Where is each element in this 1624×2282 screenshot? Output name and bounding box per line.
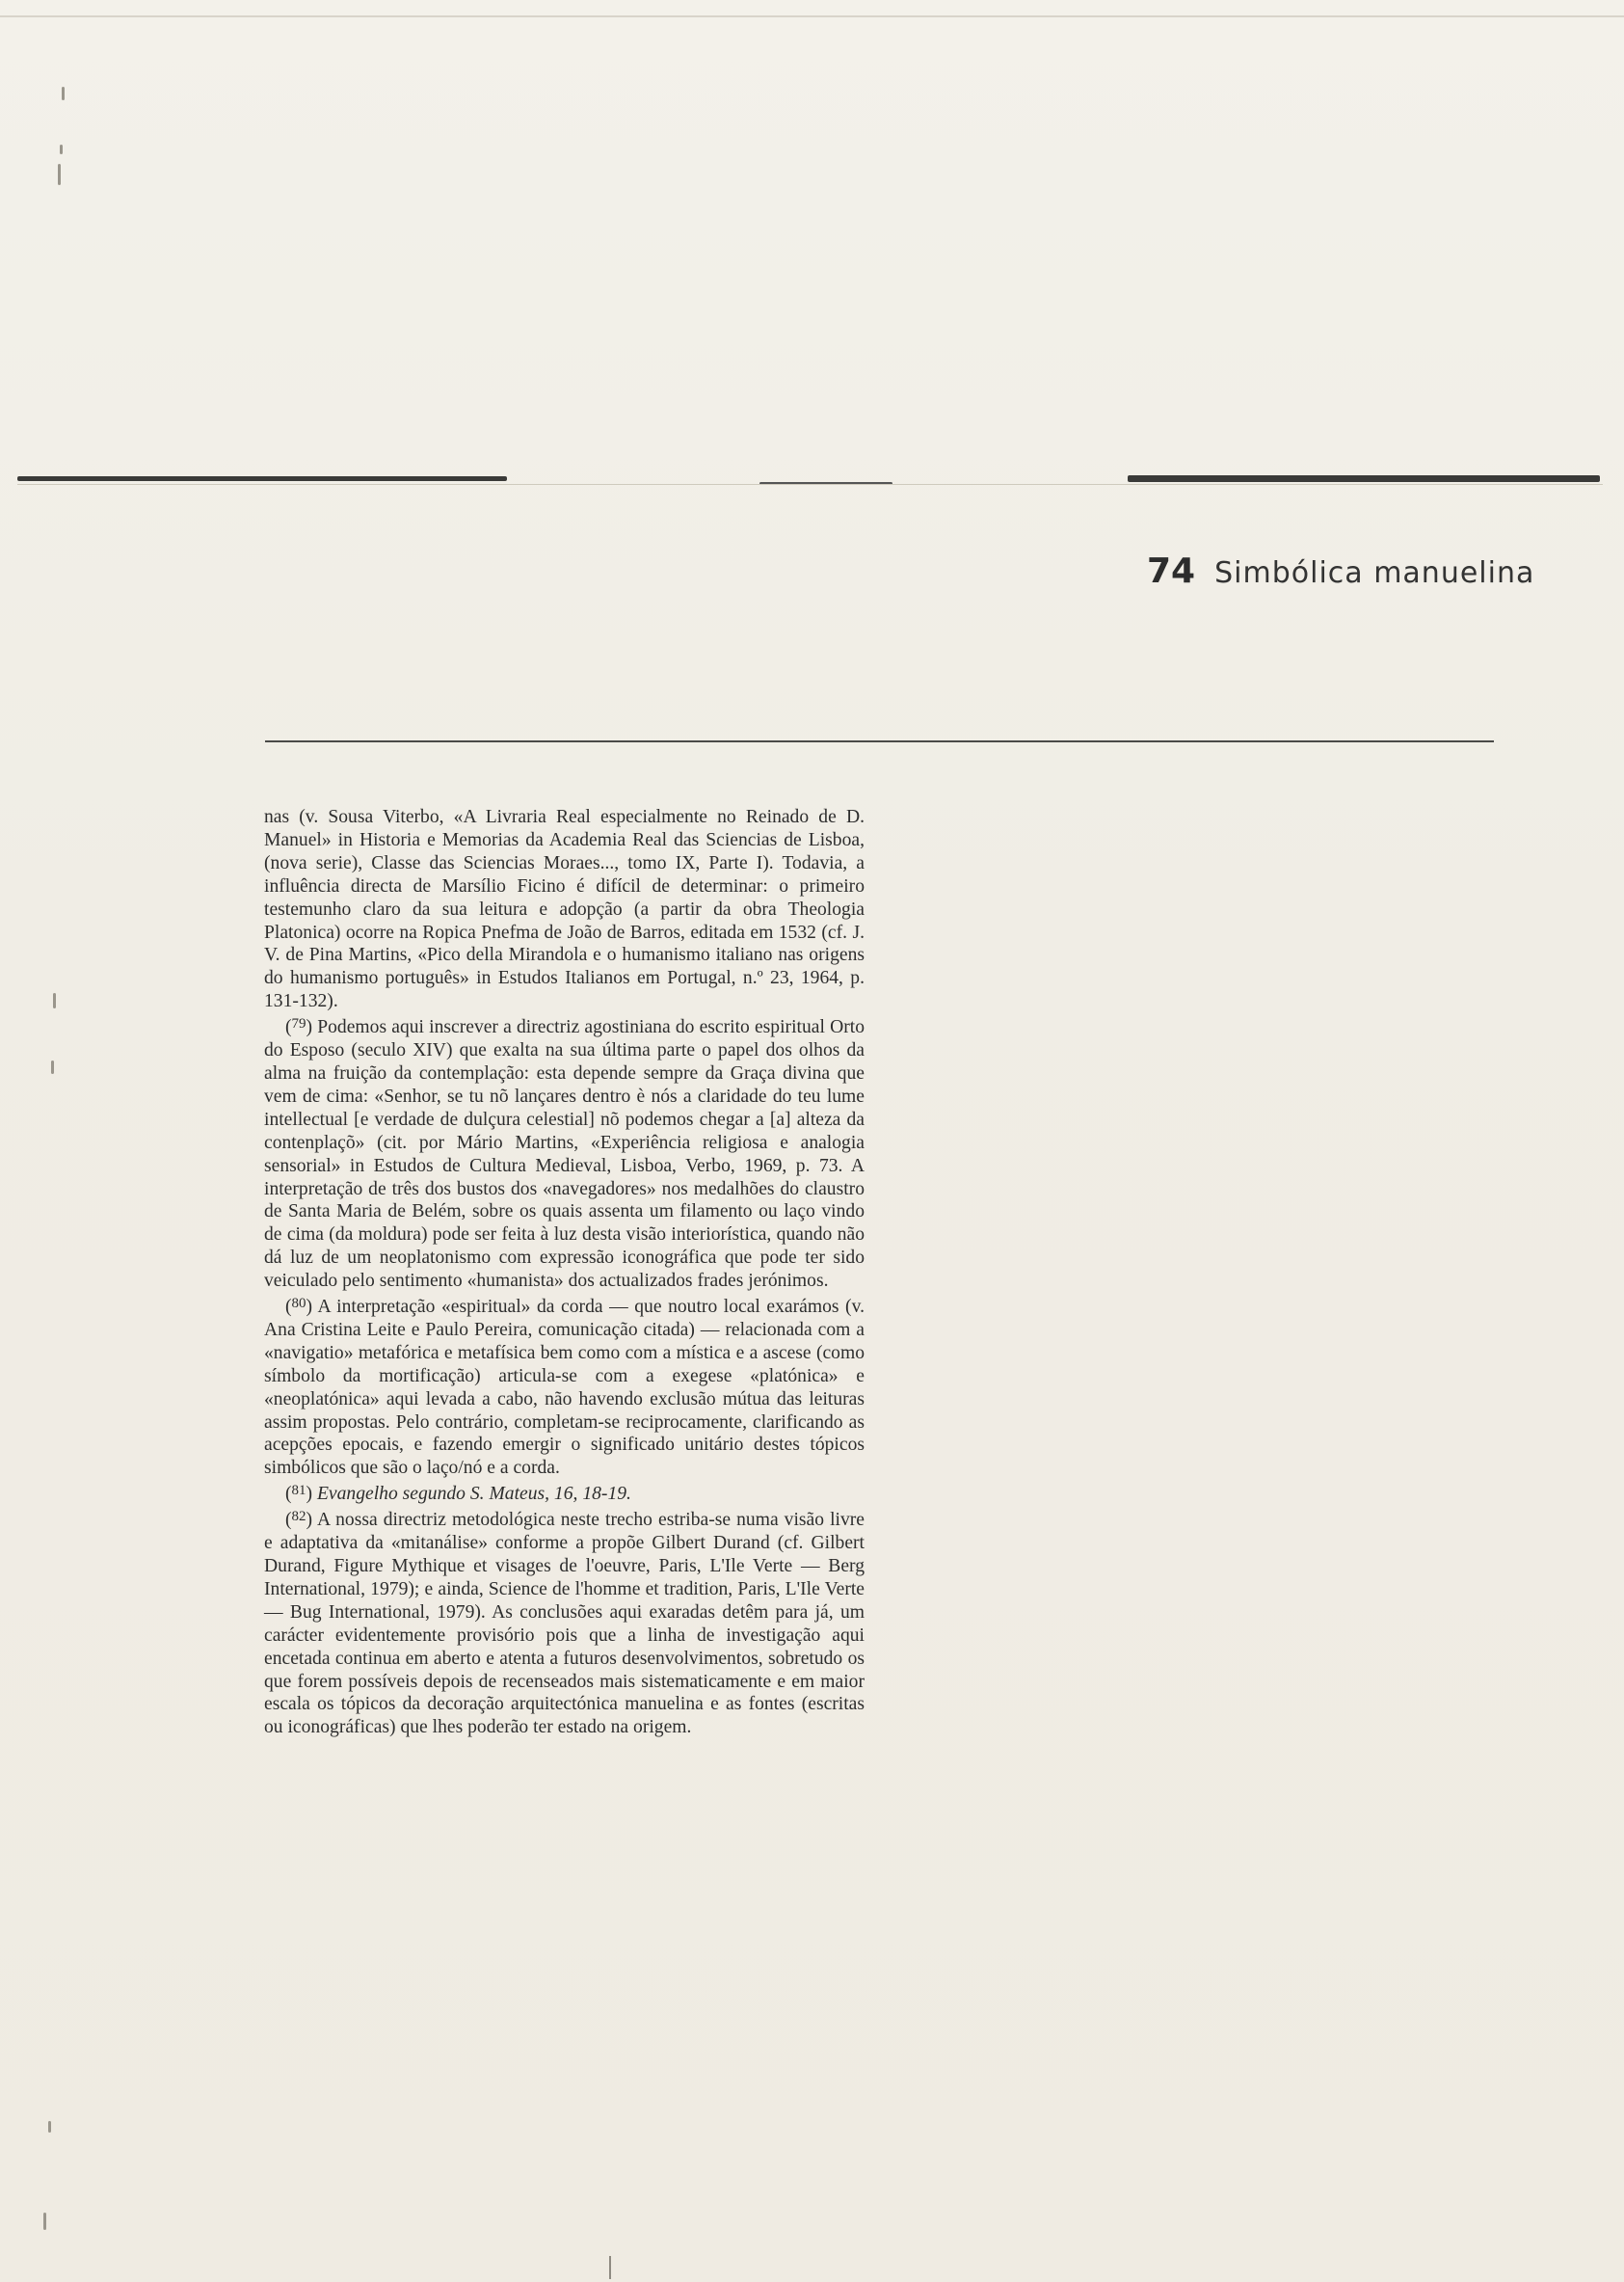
binding-mark — [58, 164, 61, 185]
binding-mark — [43, 2213, 46, 2230]
fold-crease-thin — [17, 484, 1603, 485]
footnote-text: Podemos aqui inscrever a directriz agostiniana do escrito espiritual Orto do Esposo (seculo XIV) que exalta na sua última parte o papel dos olhos da alma na fruição da contemplação: esta depende sempre da Graça divina que vem de cima: «Senhor, se tu nõ lançares dentro è nós a claridade do teu lume intellectual [e verdade de dulçura celestial] nõ podemos chegar a [a] alteza da contenplaçõ» (cit. por Mário Martins, «Experiência religiosa e analogia sensorial» in Estudos de Cultura Medieval, Lisboa, Verbo, 1969, p. 73. A interpretação de três dos bustos dos «navegadores» nos medalhões do claustro de Santa Maria de Belém, sobre os quais assenta um filamento ou laço vindo de cima (da moldura) pode ser feita à luz desta visão interiorística, quando não dá luz de um neoplatonismo com expressão iconográfica que pode ter sido veiculado pelo sentimento «humanista» dos actualizados frades jerónimos. — [264, 1017, 865, 1292]
running-header — [1147, 551, 1535, 600]
footnote-text: A interpretação «espiritual» da corda — que noutro local exarámos (v. Ana Cristina Leite e Paulo Pereira, comunicação citada) — relacionada com a «navigatio» metafórica e metafísica bem como com a mística e a ascese (como símbolo da mortificação) articula-se com a exegese «platónica» e «neoplatónica» aqui levada a cabo, não havendo exclusão mútua das leituras assim propostas. Pelo contrário, completam-se reciprocamente, clarificando as acepções epocais, e fazendo emergir o significado unitário destes tópicos simbólicos que são o laço/nó e a corda. — [264, 1297, 865, 1479]
binding-mark — [51, 1060, 54, 1074]
footnote-80: ($^{80}$) A interpretação «espiritual» da corda — que noutro local exarámos (v. Ana Cristina Leite e Paulo Pereira, comunicação citada) — relacionada com a «navigatio» metafórica e metafísica bem como com a mística e a ascese (como símbolo da mortificação) articula-se com a exegese «platónica» e «neoplatónica» aqui levada a cabo, não havendo exclusão mútua das leituras assim propostas. Pelo contrário, completam-se reciprocamente, clarificando as acepções epocais, e fazendo emergir o significado unitário destes tópicos simbólicos que são o laço/nó e a corda. — [264, 1296, 865, 1479]
fold-crease — [17, 476, 507, 481]
footnote-number: 79 — [291, 1016, 306, 1033]
header-rule — [265, 740, 1494, 742]
footnote-number: 80 — [291, 1296, 306, 1312]
running-title: Simbólica manuelina — [1214, 556, 1535, 590]
continuation-paragraph: nas (v. Sousa Viterbo, «A Livraria Real especialmente no Reinado de D. Manuel» in Historia e Memorias da Academia Real das Sciencias de Lisboa, (nova serie), Classe das Sciencias Moraes..., tomo IX, Parte I). Todavia, a influência directa de Marsílio Ficino é difícil de determinar: o primeiro testemunho claro da sua leitura e adopção (a partir da obra Theologia Platonica) ocorre na Ropica Pnefma de João de Barros, editada em 1532 (cf. J. V. de Pina Martins, «Pico della Mirandola e o humanismo italiano nas origens do humanismo português» in Estudos Italianos em Portugal, n.º 23, 1964, p. 131-132). — [264, 807, 865, 1012]
bottom-edge-mark — [609, 2256, 611, 2279]
footnote-text: Evangelho segundo S. Mateus, 16, 18-19. — [316, 1484, 631, 1505]
binding-mark — [48, 2121, 51, 2133]
footnote-text: A nossa directriz metodológica neste trecho estriba-se numa visão livre e adaptativa da «mitanálise» conforme a propõe Gilbert Durand (cf. Gilbert Durand, Figure Mythique et visages de l'oeuvre, Paris, L'Ile Verte — Berg International, 1979); e ainda, Science de l'homme et tradition, Paris, L'Ile Verte — Bug International, 1979). As conclusões aqui exaradas detêm para já, um carácter evidentemente provisório pois que a linha de investigação aqui encetada continua em aberto e atenta a futuros desenvolvimentos, sobretudo os que forem possíveis depois de recenseados mais sistematicamente e em maior escala os tópicos da decoração arquitectónica manuelina e as fontes (escritas ou iconográficas) que lhes poderão ter estado na origem. — [264, 1510, 865, 1738]
fold-crease — [1128, 475, 1600, 482]
footnote-number: 82 — [291, 1509, 306, 1525]
footnote-82: ($^{82}$) A nossa directriz metodológica neste trecho estriba-se numa visão livre e adaptativa da «mitanálise» conforme a propõe Gilbert Durand (cf. Gilbert Durand, Figure Mythique et visages de l'oeuvre, Paris, L'Ile Verte — Berg International, 1979); e ainda, Science de l'homme et tradition, Paris, L'Ile Verte — Bug International, 1979). As conclusões aqui exaradas detêm para já, um carácter evidentemente provisório pois que a linha de investigação aqui encetada continua em aberto e atenta a futuros desenvolvimentos, sobretudo os que forem possíveis depois de recenseados mais sistematicamente e em maior escala os tópicos da decoração arquitectónica manuelina e as fontes (escritas ou iconográficas) que lhes poderão ter estado na origem. — [264, 1509, 865, 1738]
footnote-79: ($^{79}$) Podemos aqui inscrever a directriz agostiniana do escrito espiritual Orto do Esposo (seculo XIV) que exalta na sua última parte o papel dos olhos da alma na fruição da contemplação: esta depende sempre da Graça divina que vem de cima: «Senhor, se tu nõ lançares dentro è nós a claridade do teu lume intellectual [e verdade de dulçura celestial] nõ podemos chegar a [a] alteza da contenplaçõ» (cit. por Mário Martins, «Experiência religiosa e analogia sensorial» in Estudos de Cultura Medieval, Lisboa, Verbo, 1969, p. 73. A interpretação de três dos bustos dos «navegadores» nos medalhões do claustro de Santa Maria de Belém, sobre os quais assenta um filamento ou laço vindo de cima (da moldura) pode ser feita à luz desta visão interiorística, quando não dá luz de um neoplatonismo com expressão iconográfica que pode ter sido veiculado pelo sentimento «humanista» dos actualizados frades jerónimos. — [264, 1016, 865, 1292]
footnote-number: 81 — [291, 1483, 306, 1499]
footnote-81: ($^{81}$) Evangelho segundo S. Mateus, 16, 18-19. — [285, 1483, 631, 1505]
notes-column — [264, 806, 865, 2088]
binding-mark — [53, 993, 56, 1008]
binding-mark — [62, 87, 65, 100]
top-edge-line — [0, 15, 1624, 17]
page-number: 74 — [1147, 551, 1196, 591]
binding-mark — [60, 145, 63, 154]
